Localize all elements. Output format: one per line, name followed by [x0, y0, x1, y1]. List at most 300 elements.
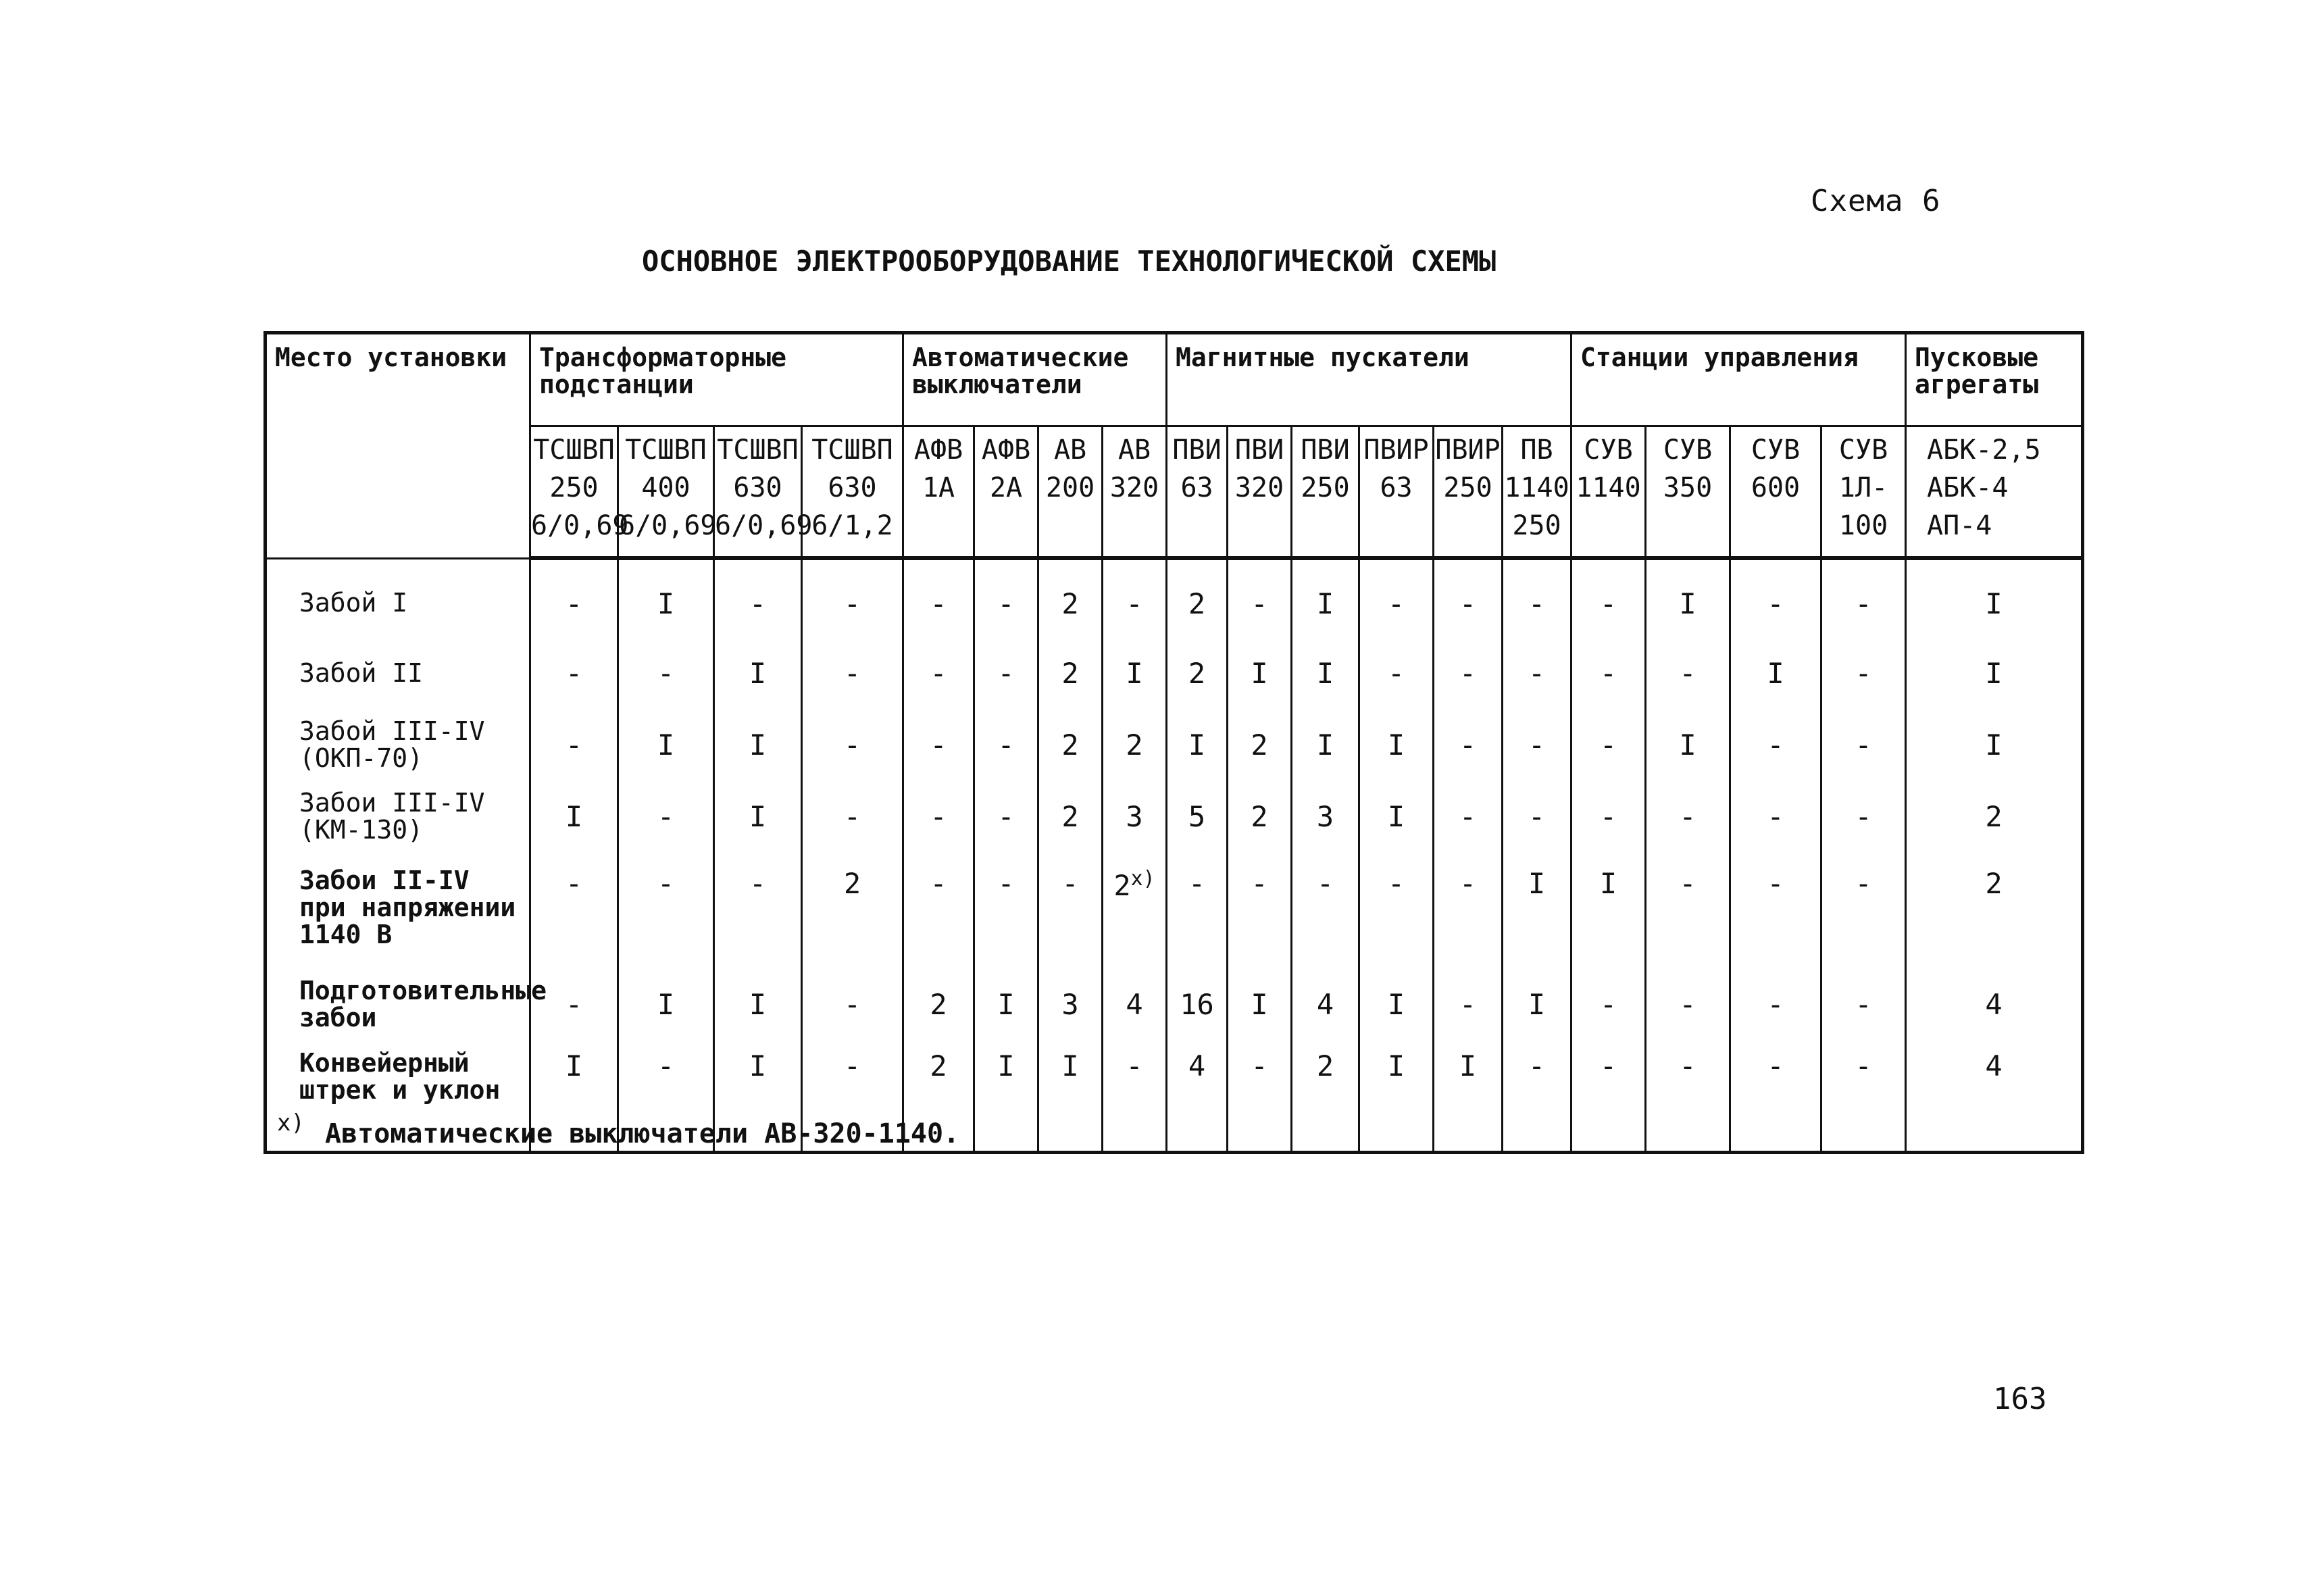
- cell-value: 3: [1126, 799, 1143, 833]
- table-cell: [1571, 1040, 1646, 1153]
- cell-value: -: [1188, 867, 1206, 900]
- cell-value: -: [1061, 867, 1079, 900]
- table-cell: [974, 852, 1038, 968]
- cell-value: -: [1459, 867, 1477, 900]
- cell-value: I: [1459, 1049, 1477, 1082]
- place-cell: Конвейерный штрек и уклон: [266, 1040, 530, 1153]
- cell-value: -: [749, 867, 767, 900]
- column-header-line: АФВ: [981, 434, 1031, 466]
- table-cell: [802, 968, 903, 1040]
- column-header: [530, 426, 629, 559]
- table-cell: [1359, 1040, 1434, 1153]
- table-cell: [1434, 780, 1503, 852]
- cell-value: I: [1387, 799, 1405, 833]
- table-cell: [1292, 968, 1359, 1040]
- table-cell: [1103, 637, 1167, 709]
- table-cell: [1292, 780, 1359, 852]
- cell-value: -: [997, 799, 1015, 833]
- table-cell: [1038, 968, 1103, 1040]
- cell-value: -: [1767, 1049, 1784, 1082]
- cell-value: I: [1679, 728, 1696, 762]
- column-header: [1038, 426, 1103, 559]
- cell-value: 4: [1188, 1049, 1206, 1082]
- cell-value: 2: [843, 867, 861, 900]
- place-cell: Забои II-IV при напряжении 1140 В: [266, 852, 530, 968]
- cell-value: -: [1599, 1049, 1617, 1082]
- cell-value: I: [1767, 656, 1784, 690]
- table-cell: [1571, 637, 1646, 709]
- table-cell: [1730, 780, 1821, 852]
- cell-value: -: [1855, 656, 1872, 690]
- table-cell: [530, 637, 618, 709]
- cell-value: I: [1528, 987, 1546, 1021]
- table-cell: [714, 852, 802, 968]
- place-cell: Забой III-IV (ОКП-70): [266, 709, 530, 780]
- cell-value: I: [1061, 1049, 1079, 1082]
- cell-value: -: [1767, 799, 1784, 833]
- column-header: [1571, 426, 1646, 559]
- cell-value: -: [1767, 587, 1784, 620]
- table-cell: [618, 637, 714, 709]
- cell-value: -: [997, 656, 1015, 690]
- cell-value: 4: [1985, 1049, 2003, 1082]
- cell-value: -: [657, 867, 675, 900]
- cell-value: 2: [1126, 728, 1143, 762]
- cell-value: -: [1767, 867, 1784, 900]
- column-header-line: 63: [1180, 472, 1213, 503]
- cell-value: I: [1679, 587, 1696, 620]
- table-body: [266, 558, 2083, 1153]
- cell-value: -: [1459, 987, 1477, 1021]
- column-header-line: 6/0,69: [715, 510, 813, 541]
- cell-value: I: [1599, 867, 1617, 900]
- cell-value: 2: [1188, 587, 1206, 620]
- cell-value: -: [930, 656, 947, 690]
- table-cell: [974, 968, 1038, 1040]
- column-header-line: 6/0,69: [619, 510, 717, 541]
- table-cell: [714, 637, 802, 709]
- cell-value: -: [1459, 656, 1477, 690]
- table-cell: [1103, 1040, 1167, 1153]
- column-header: [903, 426, 974, 559]
- table-cell: [1730, 968, 1821, 1040]
- table-cell: [1103, 558, 1167, 637]
- place-cell: Подготовительные забои: [266, 968, 530, 1040]
- table-cell: [903, 558, 974, 637]
- table-row: [266, 968, 2083, 1040]
- table-cell: [1292, 558, 1359, 637]
- table-cell: [1103, 852, 1167, 968]
- place-cell: Забой I: [266, 558, 530, 637]
- table-cell: [974, 1040, 1038, 1153]
- cell-value: -: [749, 587, 767, 620]
- cell-value: -: [843, 728, 861, 762]
- table-cell: [1821, 1040, 1906, 1153]
- table-cell: [903, 780, 974, 852]
- column-header-line: ПВИР: [1435, 434, 1501, 466]
- cell-value: -: [565, 728, 583, 762]
- cell-value: -: [930, 799, 947, 833]
- page-number: 163: [1993, 1382, 2047, 1416]
- table-cell: [618, 780, 714, 852]
- table-cell: [1821, 637, 1906, 709]
- cell-value: 2: [1113, 869, 1131, 902]
- group-header-starters: Магнитные пускатели: [1167, 333, 1571, 426]
- table-cell: [802, 852, 903, 968]
- cell-value: I: [1387, 987, 1405, 1021]
- table-cell: [1228, 780, 1292, 852]
- column-header-line: 250: [1301, 472, 1350, 503]
- cell-value: -: [1855, 987, 1872, 1021]
- table-cell: [1292, 709, 1359, 780]
- table-row: [266, 558, 2083, 637]
- cell-value: -: [565, 867, 583, 900]
- cell-value: -: [1855, 728, 1872, 762]
- table-cell: [1821, 709, 1906, 780]
- cell-value: 2: [1061, 799, 1079, 833]
- cell-value: -: [843, 1049, 861, 1082]
- cell-value: -: [843, 799, 861, 833]
- column-header-line: 1Л-: [1838, 472, 1888, 503]
- column-header: [974, 426, 1038, 559]
- table-cell: [1503, 780, 1571, 852]
- cell-value: -: [1599, 728, 1617, 762]
- table-cell: [1038, 1040, 1103, 1153]
- cell-value: -: [930, 728, 947, 762]
- cell-value: -: [1679, 799, 1696, 833]
- cell-value: -: [1528, 656, 1546, 690]
- column-header-line: СУВ: [1584, 434, 1633, 466]
- cell-value: 16: [1180, 987, 1214, 1021]
- table-cell: [1434, 709, 1503, 780]
- group-header-start-units: Пусковые агрегаты: [1906, 333, 2083, 426]
- cell-value: -: [1679, 867, 1696, 900]
- column-header-line: 1140: [1576, 472, 1641, 503]
- cell-value: I: [749, 799, 767, 833]
- table-cell: [618, 968, 714, 1040]
- table-cell: [1167, 968, 1228, 1040]
- table-cell: [1906, 558, 2083, 637]
- column-header-line: 400: [641, 472, 690, 503]
- table-cell: [1646, 780, 1730, 852]
- table-row: [266, 852, 2083, 968]
- cell-value: I: [749, 1049, 767, 1082]
- table-cell: [1228, 1040, 1292, 1153]
- column-header-line: ПВИ: [1234, 434, 1284, 466]
- table-cell: [618, 558, 714, 637]
- cell-value: -: [1679, 656, 1696, 690]
- table-cell: [903, 968, 974, 1040]
- column-header: [714, 426, 813, 559]
- table-cell: [1228, 637, 1292, 709]
- table-cell: [1228, 709, 1292, 780]
- column-header-line: 350: [1663, 472, 1713, 503]
- table-cell: [1646, 968, 1730, 1040]
- column-header-line: АБК-2,5: [1927, 434, 2041, 466]
- column-header-line: 600: [1751, 472, 1801, 503]
- cell-value: I: [1985, 587, 2003, 620]
- table-cell: [1167, 1040, 1228, 1153]
- cell-value: I: [749, 728, 767, 762]
- table-cell: [1503, 852, 1571, 968]
- cell-value: -: [1528, 728, 1546, 762]
- table-cell: [1730, 637, 1821, 709]
- cell-value: -: [1251, 867, 1268, 900]
- cell-value: 4: [1126, 987, 1143, 1021]
- column-header-line: ТСШВП: [625, 434, 707, 466]
- column-header-line: 630: [733, 472, 782, 503]
- table-cell: [1292, 1040, 1359, 1153]
- cell-value: I: [1985, 656, 2003, 690]
- cell-value: -: [1599, 587, 1617, 620]
- place-cell: Забои III-IV (КМ-130): [266, 780, 530, 852]
- column-header-line: АП-4: [1927, 510, 1992, 541]
- table-cell: [1038, 780, 1103, 852]
- scheme-label: Схема 6: [1811, 184, 1941, 218]
- cell-value: -: [657, 799, 675, 833]
- footnote-text: Автоматические выключатели АВ-320-1140.: [324, 1118, 960, 1149]
- table-cell: [1103, 709, 1167, 780]
- table-cell: [1821, 968, 1906, 1040]
- table-cell: [1292, 852, 1359, 968]
- column-header-line: 2А: [989, 472, 1023, 503]
- cell-value: 2: [930, 1049, 947, 1082]
- cell-value: -: [657, 656, 675, 690]
- table-cell: [1730, 1040, 1821, 1153]
- cell-value: I: [1387, 728, 1405, 762]
- cell-value: 2: [1188, 656, 1206, 690]
- cell-value: 4: [1316, 987, 1334, 1021]
- cell-value: -: [843, 587, 861, 620]
- cell-value: I: [1316, 656, 1334, 690]
- column-header-line: АВ: [1053, 434, 1087, 466]
- column-header-line: 630: [828, 472, 877, 503]
- table-cell: [1571, 558, 1646, 637]
- table-cell: [618, 852, 714, 968]
- table-cell: [1167, 558, 1228, 637]
- place-cell: Забой II: [266, 637, 530, 709]
- cell-value: 2: [1251, 728, 1268, 762]
- cell-value: -: [843, 987, 861, 1021]
- cell-value: 2: [930, 987, 947, 1021]
- cell-value: -: [997, 728, 1015, 762]
- table-cell: [974, 780, 1038, 852]
- table-cell: [1571, 780, 1646, 852]
- table-cell: [1167, 709, 1228, 780]
- column-header-line: 250: [549, 472, 599, 503]
- table-cell: [1167, 637, 1228, 709]
- table-cell: [1038, 709, 1103, 780]
- cell-value: I: [657, 587, 675, 620]
- cell-value: 2: [1061, 587, 1079, 620]
- footnote-mark: х): [277, 1109, 305, 1137]
- cell-value: -: [1251, 1049, 1268, 1082]
- column-header-line: ПВ: [1520, 434, 1553, 466]
- table-cell: [1228, 852, 1292, 968]
- table-cell: [1906, 637, 2083, 709]
- cell-value: -: [1459, 587, 1477, 620]
- table-cell: [1503, 968, 1571, 1040]
- table-cell: [1571, 852, 1646, 968]
- table-cell: [1359, 780, 1434, 852]
- column-header: [1434, 426, 1503, 559]
- table-cell: [714, 558, 802, 637]
- cell-value: -: [565, 987, 583, 1021]
- column-header-line: ТСШВП: [717, 434, 799, 466]
- table-cell: [1821, 852, 1906, 968]
- cell-value: -: [1679, 987, 1696, 1021]
- table-cell: [1228, 968, 1292, 1040]
- cell-value: I: [1528, 867, 1546, 900]
- table-row: [266, 637, 2083, 709]
- cell-value: I: [1985, 728, 2003, 762]
- table-cell: [714, 709, 802, 780]
- table-cell: [802, 780, 903, 852]
- place-column-header: Место установки: [266, 333, 530, 559]
- cell-value: I: [749, 987, 767, 1021]
- cell-value: -: [930, 867, 947, 900]
- table-cell: [1434, 852, 1503, 968]
- column-header-line: СУВ: [1663, 434, 1713, 466]
- cell-value: I: [1251, 656, 1268, 690]
- column-header-line: 1А: [922, 472, 955, 503]
- cell-value: I: [1126, 656, 1143, 690]
- table-cell: [1646, 637, 1730, 709]
- table-cell: [1730, 558, 1821, 637]
- footnote: [277, 1109, 960, 1149]
- table-cell: [1821, 780, 1906, 852]
- column-header-line: ПВИ: [1301, 434, 1350, 466]
- table-cell: [802, 558, 903, 637]
- cell-value: -: [1855, 799, 1872, 833]
- cell-value: 3: [1061, 987, 1079, 1021]
- column-header-line: 6/0,69: [531, 510, 629, 541]
- cell-value: -: [565, 587, 583, 620]
- column-header-line: 320: [1234, 472, 1284, 503]
- table-cell: [903, 637, 974, 709]
- column-header-line: СУВ: [1838, 434, 1888, 466]
- table-cell: [1359, 558, 1434, 637]
- cell-value: 3: [1316, 799, 1334, 833]
- cell-value: -: [997, 587, 1015, 620]
- column-header: [1906, 426, 2083, 559]
- cell-value: I: [749, 656, 767, 690]
- cell-value: 2: [1985, 799, 2003, 833]
- cell-value: I: [1188, 728, 1206, 762]
- cell-value: I: [565, 799, 583, 833]
- group-header-breakers: Автоматические выключатели: [903, 333, 1167, 426]
- cell-value: -: [1855, 1049, 1872, 1082]
- table-cell: [903, 709, 974, 780]
- cell-value: -: [930, 587, 947, 620]
- cell-value: -: [565, 656, 583, 690]
- table-cell: [1103, 968, 1167, 1040]
- column-header: [1103, 426, 1167, 559]
- table-cell: [1359, 637, 1434, 709]
- table-cell: [1821, 558, 1906, 637]
- column-header-line: 63: [1380, 472, 1413, 503]
- table-cell: [1906, 968, 2083, 1040]
- cell-value: -: [1528, 1049, 1546, 1082]
- cell-value: 2: [1985, 867, 2003, 900]
- table-cell: [1503, 637, 1571, 709]
- column-header-line: ПВИ: [1172, 434, 1222, 466]
- model-header-row: [266, 426, 2083, 559]
- table-cell: [1571, 968, 1646, 1040]
- table-cell: [1359, 709, 1434, 780]
- column-header-line: ПВИР: [1363, 434, 1429, 466]
- table-cell: [1503, 1040, 1571, 1153]
- table-cell: [1906, 709, 2083, 780]
- cell-value: 2: [1061, 656, 1079, 690]
- cell-value: -: [1855, 587, 1872, 620]
- cell-value: -: [1767, 987, 1784, 1021]
- group-header-control-stations: Станции управления: [1571, 333, 1906, 426]
- cell-value: I: [1316, 587, 1334, 620]
- table-cell: [1359, 968, 1434, 1040]
- table-cell: [1646, 558, 1730, 637]
- cell-value: -: [1528, 799, 1546, 833]
- column-header-line: 100: [1838, 510, 1888, 541]
- column-header-line: ТСШВП: [533, 434, 615, 466]
- table-cell: [1503, 558, 1571, 637]
- note-mark: х): [1130, 867, 1155, 891]
- table-cell: [1103, 780, 1167, 852]
- table-row: [266, 780, 2083, 852]
- column-header-line: СУВ: [1751, 434, 1801, 466]
- table-row: [266, 709, 2083, 780]
- column-header-line: ТСШВП: [811, 434, 893, 466]
- cell-value: -: [1126, 1049, 1143, 1082]
- table-cell: [802, 709, 903, 780]
- cell-value: -: [843, 656, 861, 690]
- cell-value: -: [1599, 987, 1617, 1021]
- table-cell: [530, 558, 618, 637]
- table-cell: [714, 968, 802, 1040]
- table-cell: [1906, 852, 2083, 968]
- table-cell: [1646, 852, 1730, 968]
- column-header-line: АВ: [1117, 434, 1151, 466]
- table-cell: [1434, 637, 1503, 709]
- cell-value: I: [657, 728, 675, 762]
- table-cell: [530, 709, 618, 780]
- cell-value: 4: [1985, 987, 2003, 1021]
- cell-value: 2: [1316, 1049, 1334, 1082]
- table-cell: [1434, 558, 1503, 637]
- page-title: ОСНОВНОЕ ЭЛЕКТРООБОРУДОВАНИЕ ТЕХНОЛОГИЧЕСКОЙ СХЕМЫ: [642, 245, 1496, 278]
- column-header-line: 250: [1443, 472, 1492, 503]
- group-header-row: [266, 333, 2083, 426]
- cell-value: -: [657, 1049, 675, 1082]
- table-cell: [974, 637, 1038, 709]
- cell-value: -: [1599, 656, 1617, 690]
- cell-value: 2: [1251, 799, 1268, 833]
- cell-value: I: [1387, 1049, 1405, 1082]
- column-header-line: 250: [1512, 510, 1561, 541]
- table-cell: [618, 709, 714, 780]
- column-header: [1646, 426, 1730, 559]
- table-cell: [1730, 852, 1821, 968]
- table-cell: [1503, 709, 1571, 780]
- table-cell: [1359, 852, 1434, 968]
- table-cell: [802, 637, 903, 709]
- cell-value: I: [997, 1049, 1015, 1082]
- cell-value: I: [1316, 728, 1334, 762]
- table-cell: [1167, 780, 1228, 852]
- column-header: [1228, 426, 1292, 559]
- cell-value: -: [997, 867, 1015, 900]
- cell-value: -: [1126, 587, 1143, 620]
